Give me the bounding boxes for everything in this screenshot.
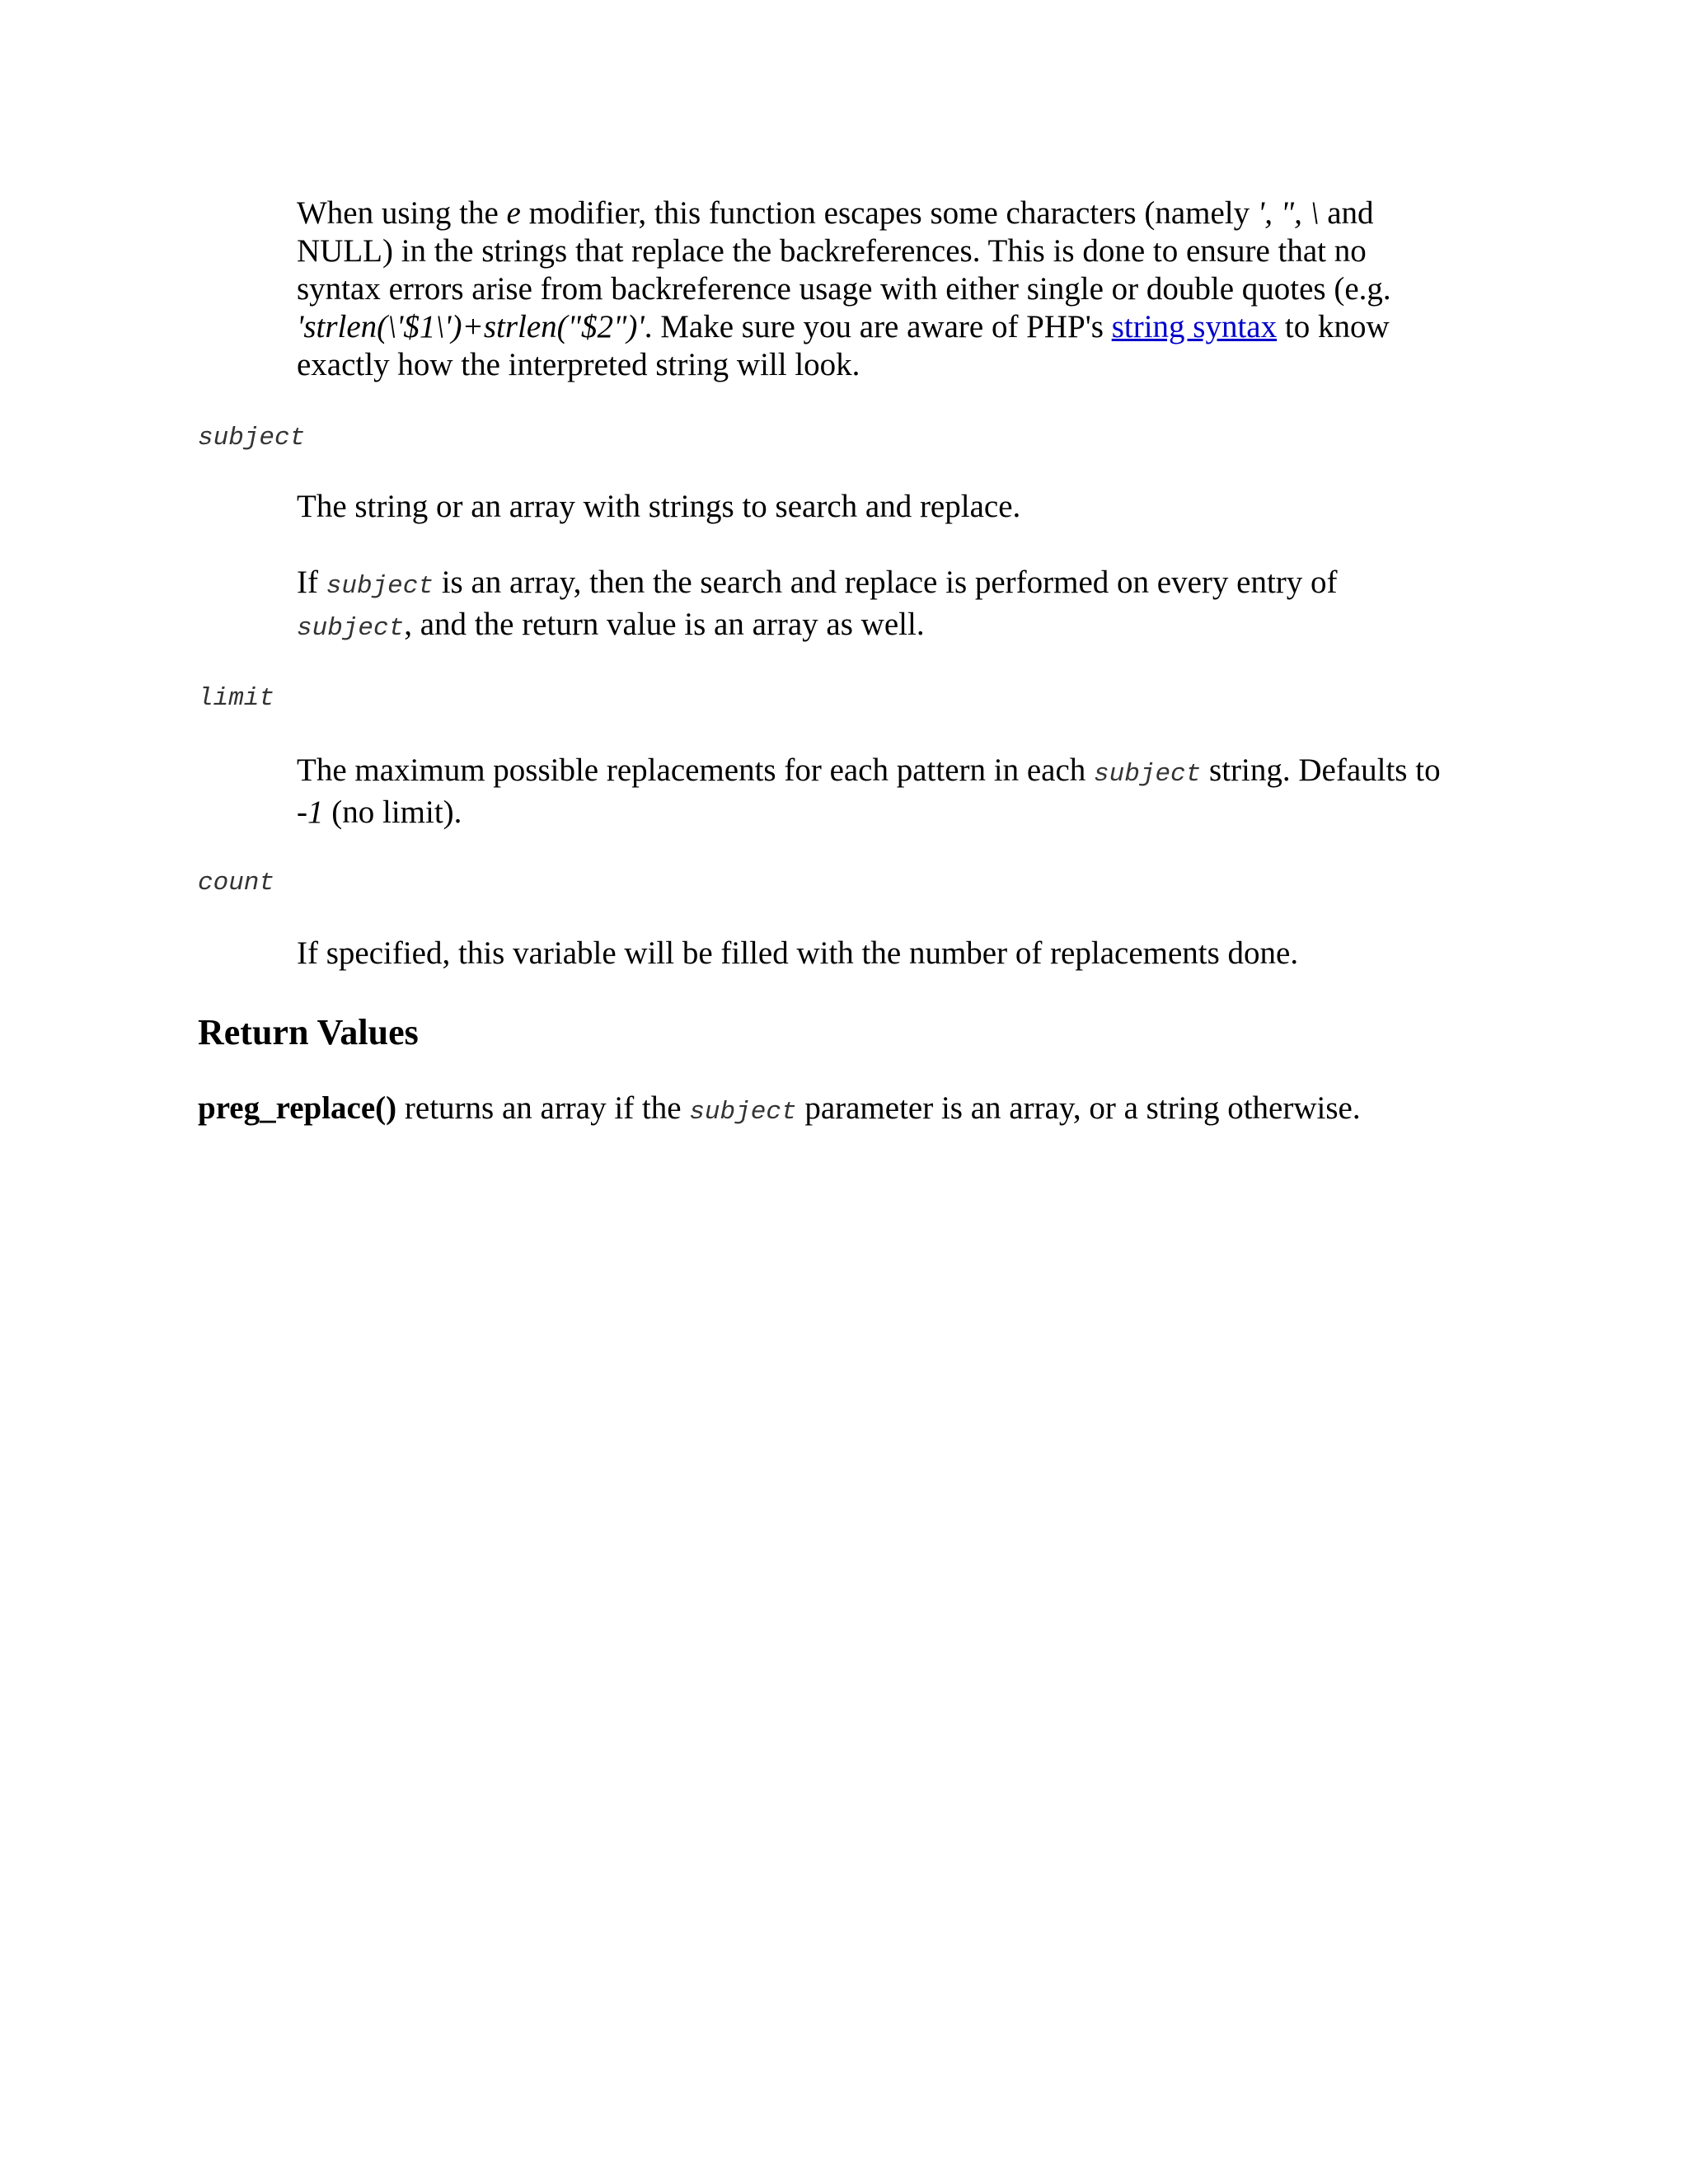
escaped-chars: ', ", \ xyxy=(1257,195,1320,231)
note-line-3: syntax errors arise from backreference usage with either single or double quotes (e.g. xyxy=(297,271,1391,307)
code-example: 'strlen(\'$1\')+strlen("$2")' xyxy=(297,309,645,344)
subject-code: subject xyxy=(297,614,405,643)
param-limit-term: limit xyxy=(198,684,275,713)
function-name: preg_replace() xyxy=(198,1090,397,1126)
limit-default-value: -1 xyxy=(297,794,324,830)
note-line-4: 'strlen(\'$1\')+strlen("$2")'. Make sure you are aware of PHP's string syntax to know xyxy=(297,309,1390,344)
note-line-5: exactly how the interpreted string will look. xyxy=(297,347,860,382)
return-values-heading: Return Values xyxy=(198,1012,419,1052)
e-modifier-note xyxy=(297,194,1500,384)
subject-code: subject xyxy=(1094,760,1202,789)
count-desc: If specified, this variable will be filled with the number of replacements done. xyxy=(297,935,1299,971)
subject-code: subject xyxy=(689,1098,797,1127)
string-syntax-link[interactable]: string syntax xyxy=(1111,309,1278,344)
subject-code: subject xyxy=(326,572,434,601)
note-line-2: NULL) in the strings that replace the backreferences. This is done to ensure that no xyxy=(297,233,1367,269)
e-modifier: e xyxy=(506,195,521,231)
subject-desc-2: If subject is an array, then the search and replace is performed on every entry of subject, and the return value is an array as well. xyxy=(297,565,1338,643)
subject-desc-1: The string or an array with strings to search and replace. xyxy=(297,489,1021,524)
param-subject-term: subject xyxy=(198,424,306,452)
param-count-term: count xyxy=(198,869,275,898)
limit-desc: The maximum possible replacements for each pattern in each subject string. Defaults to -1 (no limit). xyxy=(297,752,1441,830)
return-values-text: preg_replace() returns an array if the subject parameter is an array, or a string otherwise. xyxy=(198,1090,1361,1127)
note-line-1: When using the e modifier, this function escapes some characters (namely ', ", \ and xyxy=(297,195,1374,231)
